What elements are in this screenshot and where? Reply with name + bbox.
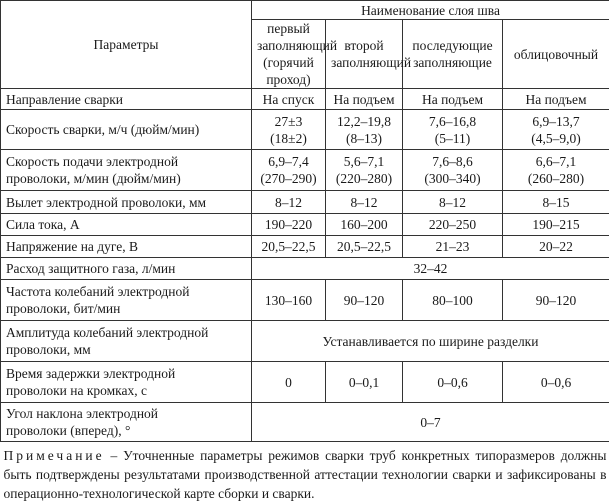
header-col-second-fill: второй заполняющий	[326, 20, 403, 89]
param-name: Время задержки электродной проволоки на кромках, с	[1, 362, 252, 403]
cell-value: 8–12	[252, 191, 326, 214]
cell-value: На подъем	[403, 89, 503, 110]
cell-value: 190–220	[252, 214, 326, 236]
param-name: Сила тока, А	[1, 214, 252, 236]
cell-value: 90–120	[503, 280, 609, 321]
table-note	[1, 442, 609, 503]
table-row	[1, 110, 609, 150]
note-label: Примечание	[4, 448, 105, 463]
table-row	[1, 321, 609, 362]
param-name: Угол наклона электродной проволоки (вперед), °	[1, 403, 252, 442]
cell-value: 20,5–22,5	[252, 236, 326, 258]
cell-value: 80–100	[403, 280, 503, 321]
table-row	[1, 236, 609, 258]
cell-value: 0–0,6	[403, 362, 503, 403]
cell-value: 7,6–16,8 (5–11)	[403, 110, 503, 150]
param-name: Амплитуда колебаний электродной проволоки, мм	[1, 321, 252, 362]
cell-value: 27±3 (18±2)	[252, 110, 326, 150]
merged-value: 0–7	[252, 403, 609, 442]
cell-value: 8–12	[326, 191, 403, 214]
param-name: Вылет электродной проволоки, мм	[1, 191, 252, 214]
cell-value: 190–215	[503, 214, 609, 236]
table-row	[1, 191, 609, 214]
cell-value: На подъем	[503, 89, 609, 110]
cell-value: 6,9–13,7 (4,5–9,0)	[503, 110, 609, 150]
cell-value: 0–0,6	[503, 362, 609, 403]
cell-value: 12,2–19,8 (8–13)	[326, 110, 403, 150]
header-parameters: Параметры	[1, 1, 252, 89]
cell-value: 7,6–8,6 (300–340)	[403, 150, 503, 191]
cell-value: 20–22	[503, 236, 609, 258]
table-row	[1, 89, 609, 110]
cell-value: 6,6–7,1 (260–280)	[503, 150, 609, 191]
table-row	[1, 258, 609, 280]
cell-value: 6,9–7,4 (270–290)	[252, 150, 326, 191]
table-row	[1, 362, 609, 403]
cell-value: 90–120	[326, 280, 403, 321]
cell-value: На подъем	[326, 89, 403, 110]
cell-value: 8–12	[403, 191, 503, 214]
cell-value: 21–23	[403, 236, 503, 258]
cell-value: 8–15	[503, 191, 609, 214]
cell-value: 5,6–7,1 (220–280)	[326, 150, 403, 191]
param-name: Скорость подачи электродной проволоки, м/мин (дюйм/мин)	[1, 150, 252, 191]
cell-value: 160–200	[326, 214, 403, 236]
cell-value: 0–0,1	[326, 362, 403, 403]
param-name: Расход защитного газа, л/мин	[1, 258, 252, 280]
param-name: Напряжение на дуге, В	[1, 236, 252, 258]
note-text: – Уточненные параметры режимов сварки труб конкретных типоразмеров должны быть подтверждены результатами производственной аттестации технологии сварки и зафиксированы в операционно-технологической карте сборки и сварки.	[4, 448, 607, 501]
cell-value: 130–160	[252, 280, 326, 321]
table-row	[1, 150, 609, 191]
header-layer-group: Наименование слоя шва	[252, 1, 609, 20]
param-name: Скорость сварки, м/ч (дюйм/мин)	[1, 110, 252, 150]
param-name: Частота колебаний электродной проволоки, бит/мин	[1, 280, 252, 321]
header-col-first-fill: первый заполняющий (горячий проход)	[252, 20, 326, 89]
header-col-cap: облицовочный	[503, 20, 609, 89]
merged-value: 32–42	[252, 258, 609, 280]
table-row	[1, 214, 609, 236]
table-row	[1, 403, 609, 442]
cell-value: На спуск	[252, 89, 326, 110]
cell-value: 20,5–22,5	[326, 236, 403, 258]
merged-value: Устанавливается по ширине разделки	[252, 321, 609, 362]
cell-value: 220–250	[403, 214, 503, 236]
cell-value: 0	[252, 362, 326, 403]
param-name: Направление сварки	[1, 89, 252, 110]
table-row	[1, 280, 609, 321]
header-col-subsequent-fill: последующие заполняющие	[403, 20, 503, 89]
